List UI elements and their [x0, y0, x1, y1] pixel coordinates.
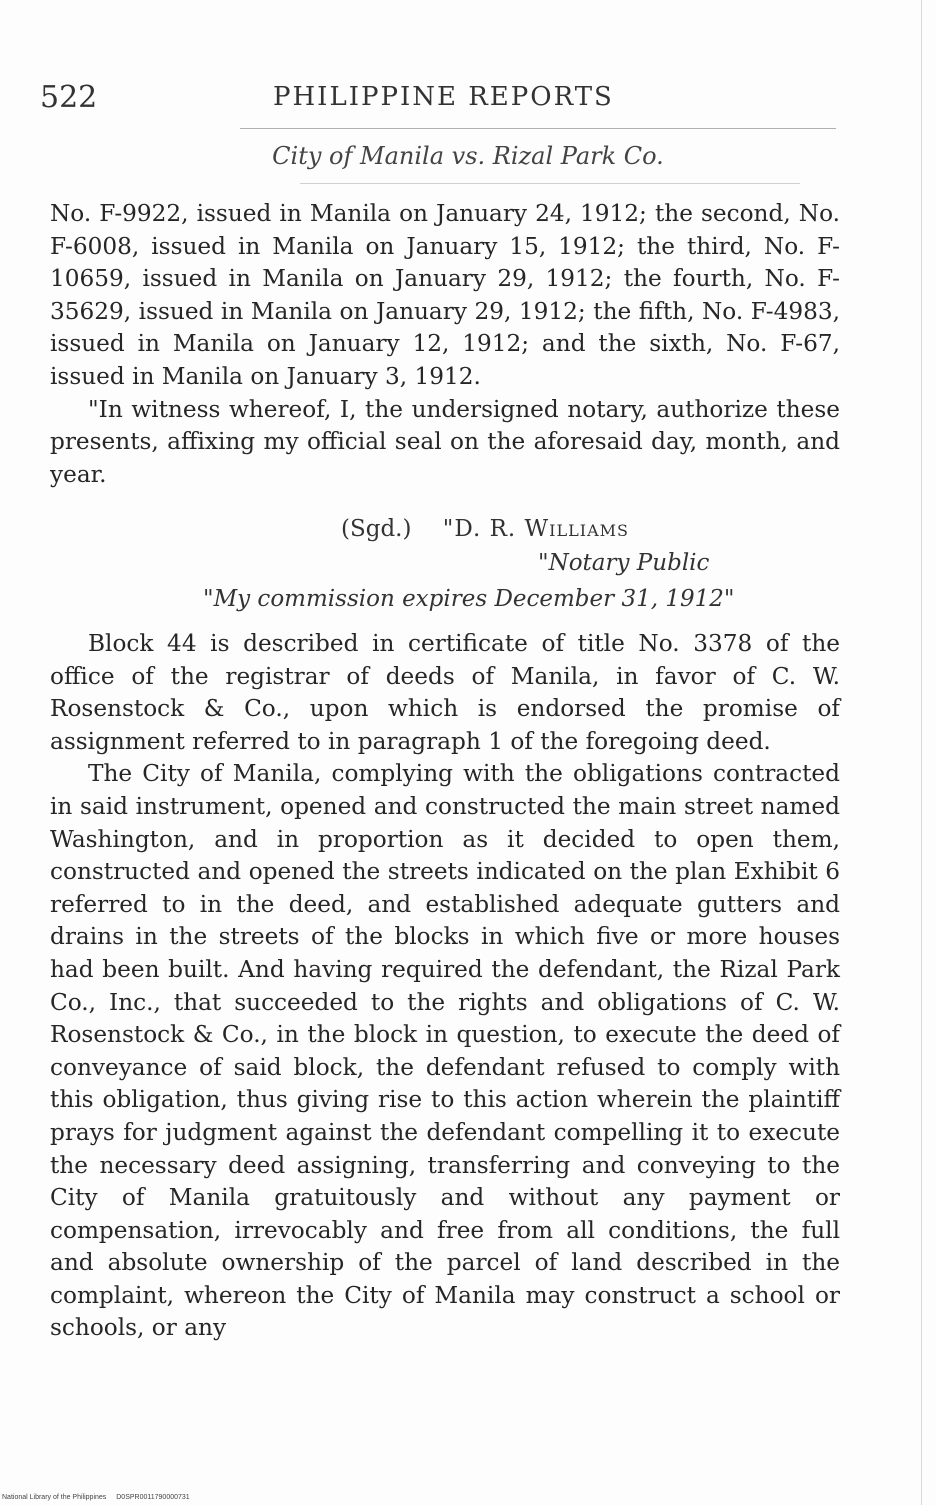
signature-name: "D. R. Williams — [442, 516, 629, 542]
paragraph-city-of-manila: The City of Manila, complying with the obligations contracted in said instrument, opened and constructed the main street named Washington, and in proportion as it decided to open them, constructed and opened the streets indicated on the plan Exhibit 6 referred to in the deed, and established adequate gutters and drains in the streets of the blocks in which five or more houses had been built. And having required the defendant, the Rizal Park Co., Inc., that succeeded to the rights and obligations of C. W. Rosenstock & Co., in the block in question, to execute the deed of conveyance of said block, the defendant refused to comply with this obligation, thus giving rise to this action wherein the plaintiff prays for judgment against the defendant compelling it to execute the necessary deed assigning, transferring and conveying to the City of Manila gratuitously and without any payment or compensation, irrevocably and free from all conditions, the full and absolute ownership of the parcel of land described in the complaint, whereon the City of Manila may construct a school or schools, or any — [50, 760, 840, 1342]
page-edge-line — [921, 0, 922, 1505]
running-title: PHILIPPINE REPORTS — [273, 82, 614, 112]
case-title: City of Manila vs. Rizal Park Co. — [272, 142, 664, 170]
signature-line — [341, 516, 629, 542]
header-rule — [240, 128, 836, 129]
title-rule — [300, 183, 800, 184]
page-header — [40, 80, 840, 120]
body-block-bottom — [50, 628, 840, 1345]
signature-sgd: (Sgd.) — [341, 516, 412, 542]
paragraph-block-44: Block 44 is described in certificate of title No. 3378 of the office of the registrar of deeds of Manila, in favor of C. W. Rosenstock & Co., upon which is endorsed the promise of assignment referred to in paragraph 1 of the foregoing deed. — [50, 630, 840, 755]
signature-role: "Notary Public — [538, 550, 710, 576]
page-number: 522 — [40, 80, 98, 115]
paragraph-certificates: No. F-9922, issued in Manila on January 24, 1912; the second, No. F-6008, issued in Manila on January 15, 1912; the third, No. F-10659, issued in Manila on January 29, 1912; the fourth, No. F-35629, issued in Manila on January 29, 1912; the fifth, No. F-4983, issued in Manila on January 12, 1912; and the sixth, No. F-67, issued in Manila on January 3, 1912. — [50, 200, 840, 390]
footer-library: National Library of the Philippines — [2, 1494, 107, 1501]
paragraph-witness: "In witness whereof, I, the undersigned notary, authorize these presents, affixing my official seal on the aforesaid day, month, and year. — [50, 395, 840, 488]
body-block-top — [50, 198, 840, 491]
footer-code: D0SPR0011790000731 — [116, 1494, 190, 1501]
signature-commission: "My commission expires December 31, 1912" — [203, 586, 735, 612]
scan-footer — [2, 1494, 190, 1501]
